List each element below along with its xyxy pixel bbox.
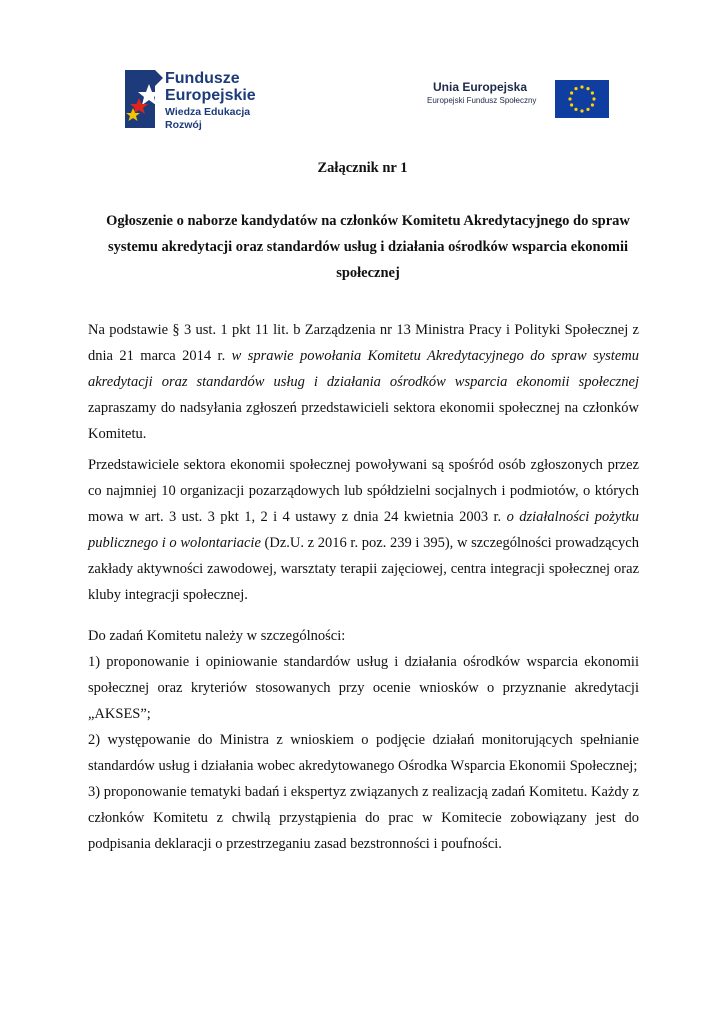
p2-act-title: o działalności pożytku publicznego i o wolontariacie	[88, 509, 639, 551]
task-item-1: 1) proponowanie i opiniowanie standardów usług i działania ośrodków wsparcia ekonomii społecznej oraz kryteriów stosowanych przy ocenie wniosków o przyznanie akredytacji „AKSES”;	[88, 654, 639, 722]
document-title: Załącznik nr 1	[317, 160, 408, 176]
page-header	[0, 0, 725, 140]
p1-regulation-title: w sprawie powołania Komitetu Akredytacyjnego do spraw systemu akredytacji oraz standardów usług i działania ośrodków wsparcia ekonomii społecznej	[88, 348, 639, 390]
tasks-intro: Do zadań Komitetu należy w szczególności:	[88, 628, 346, 644]
ue-logo-title: Unia Europejska	[433, 80, 528, 94]
p1-text: Na podstawie § 3 ust. 1 pkt 11 lit. b Zarządzenia nr 13 Ministra Pracy i Polityki Społecznej z dnia 21 marca 2014 r.	[88, 322, 639, 364]
unia-europejska-logo	[425, 80, 615, 120]
ue-logo-subtitle: Europejski Fundusz Społeczny	[427, 96, 537, 105]
document-heading: Ogłoszenie o naborze kandydatów na członków Komitetu Akredytacyjnego do spraw systemu akredytacji oraz standardów usług i działania ośrodków wsparcia ekonomii społecznej	[106, 213, 630, 281]
p2-text-end: (Dz.U. z 2016 r. poz. 239 i 395), w szczególności prowadzących zakłady aktywności zawodowej, warsztaty terapii zajęciowej, centra integracji społecznej oraz kluby integracji społecznej.	[88, 535, 639, 603]
fe-logo-line3: Wiedza Edukacja Rozwój	[165, 106, 251, 131]
fe-logo-line1: Fundusze	[165, 70, 240, 87]
paragraph-legal-basis	[88, 317, 639, 447]
fe-star-emblem-icon	[125, 70, 163, 128]
eu-flag-icon	[555, 80, 609, 118]
fe-logo-line2: Europejskie	[165, 87, 256, 104]
paragraph-committee-tasks	[88, 623, 639, 857]
paragraph-representatives	[88, 452, 639, 608]
p2-text: Przedstawiciele sektora ekonomii społecznej powoływani są spośród osób zgłoszonych przez co najmniej 10 organizacji pozarządowych lub spółdzielni socjalnych i podmiotów, o których mowa w art. 3 ust. 3 pkt 1, 2 i 4 ustawy z dnia 24 kwietnia 2003 r.	[88, 457, 639, 525]
task-item-2: 2) występowanie do Ministra z wnioskiem o podjęcie działań monitorujących spełnianie standardów usług i działania wobec akredytowanego Ośrodka Wsparcia Ekonomii Społecznej;	[88, 732, 639, 774]
ue-logo-text	[425, 80, 536, 107]
p1-text-end: zapraszamy do nadsyłania zgłoszeń przedstawicieli sektora ekonomii społecznej na członków Komitetu.	[88, 400, 639, 442]
task-item-3: 3) proponowanie tematyki badań i ekspertyz związanych z realizacją zadań Komitetu. Każdy z członków Komitetu z chwilą przystąpienia do prac w Komitecie zobowiązany jest do podpisania deklaracji o przestrzeganiu zasad bezstronności i poufności.	[88, 784, 639, 852]
fe-logo-text	[165, 70, 285, 132]
fundusze-europejskie-logo	[125, 70, 285, 130]
